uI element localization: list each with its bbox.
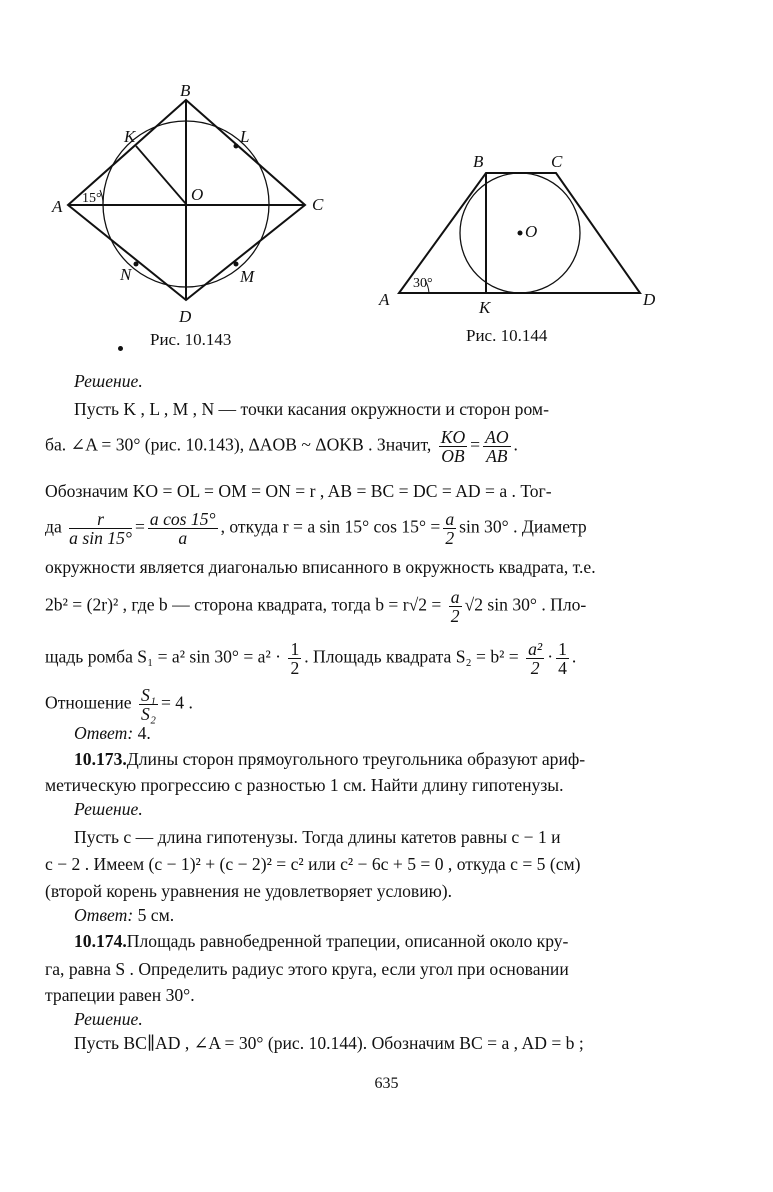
fraction-r-asin15: $\frac{r}{\text{a sin 15°}}$ — [69, 509, 132, 548]
label-D: D — [643, 290, 656, 309]
solution-3-line-1: Пусть BC∥AD , ∠A = 30° (рис. 10.144). Обозначим BC = a , AD = b ; — [74, 1033, 584, 1053]
fraction-ko-ob: $\frac{KO}{OB}$ — [440, 427, 466, 466]
label-angle-15: 15° — [82, 191, 102, 206]
rhombus-diagram — [40, 80, 340, 330]
text-line-8 — [45, 686, 737, 723]
label-K: K — [479, 298, 491, 317]
answer-1 — [74, 722, 766, 744]
label-M: M — [240, 267, 255, 286]
period: . — [513, 434, 518, 455]
problem-10-174-line-1 — [74, 930, 766, 952]
label-C: C — [312, 195, 324, 214]
problem-number: 10.174. — [74, 931, 127, 951]
fraction-a-2: $\frac{a}{2}$ — [450, 587, 460, 626]
multiply-dot: · — [547, 646, 554, 667]
problem-10-174-line-2: га, равна S . Определить радиус этого круга, если угол при основании — [45, 959, 569, 979]
fraction-a2-2: $\frac{\text{a²}}{2}$ — [528, 639, 543, 678]
caption-10-143: Рис. 10.143 — [150, 330, 232, 349]
label-L: L — [240, 127, 250, 146]
text-line-5: окружности является диагональю вписанного в окружность квадрата, т.е. — [45, 557, 596, 577]
problem-text: Площадь равнобедренной трапеции, описанной около кру- — [126, 931, 569, 951]
trapezoid-diagram — [375, 145, 675, 320]
label-angle-30: 30° — [413, 276, 433, 291]
label-A: A — [379, 290, 390, 309]
answer-label: Ответ: — [74, 723, 134, 743]
figure-10-143 — [40, 80, 340, 335]
problem-text: Длины сторон прямоугольного треугольника образуют ариф- — [126, 749, 586, 769]
label-C: C — [551, 152, 563, 171]
answer-label: Ответ: — [74, 905, 134, 925]
fraction-acos15-a: $\frac{\text{a cos 15°}}{a}$ — [149, 509, 216, 548]
fraction-a-2: $\frac{a}{2}$ — [445, 509, 455, 548]
solution-2-line-2: c − 2 . Имеем (c − 1)² + (c − 2)² = c² или c² − 6c + 5 = 0 , откуда c = 5 (см) — [45, 854, 581, 874]
period: . — [571, 646, 577, 667]
label-D: D — [179, 307, 192, 326]
solution-heading-1: Решение. — [74, 371, 143, 391]
fraction-1-2: $\frac{1}{2}$ — [290, 639, 300, 678]
figure-10-144 — [375, 145, 675, 325]
answer-value: 5 см. — [137, 905, 175, 925]
page-number: 635 — [374, 1075, 399, 1092]
caption-10-144: Рис. 10.144 — [466, 326, 548, 345]
text-line-3: Обозначим KO = OL = OM = ON = r , AB = BC = DC = AD = a . Тог- — [45, 481, 552, 501]
solution-2-line-1: Пусть c — длина гипотенузы. Тогда длины катетов равны c − 1 и — [74, 827, 561, 847]
equals-sign: = — [470, 434, 481, 455]
text-line-4 — [45, 510, 737, 547]
text-line-4-middle: , откуда r = a sin 15° cos 15° = — [220, 516, 441, 537]
text-line-2-start: ба. ∠A = 30° (рис. 10.143), ΔAOB ~ ΔOKB . Значит, — [45, 434, 432, 455]
fraction-s1-s2: $\frac{\text{S₁}}{\text{S₂}}$ — [141, 685, 156, 724]
text-line-6-start: 2b² = (2r)² , где b — сторона квадрата, тогда b = r√2 = — [45, 594, 442, 615]
fraction-ao-ab: $\frac{AO}{AB}$ — [485, 427, 509, 466]
text-line-1: Пусть K , L , M , N — точки касания окружности и сторон ром- — [74, 399, 549, 419]
problem-10-173-line-2: метическую прогрессию с разностью 1 см. Найти длину гипотенузы. — [45, 775, 564, 795]
text-line-7-middle: . Площадь квадрата S₂ = b² = — [304, 646, 519, 667]
stray-dot — [118, 346, 123, 351]
text-line-4-start: да — [45, 516, 62, 537]
label-A: A — [52, 197, 63, 216]
text-line-6 — [45, 588, 737, 625]
label-B: B — [473, 152, 484, 171]
answer-2 — [74, 904, 766, 926]
text-line-2 — [45, 428, 737, 465]
label-K: K — [124, 127, 136, 146]
label-O: O — [525, 222, 538, 241]
text-line-6-end: √2 sin 30° . Пло- — [464, 594, 587, 615]
label-O: O — [191, 185, 204, 204]
solution-heading-3: Решение. — [74, 1009, 143, 1029]
problem-10-173-line-1 — [74, 748, 766, 770]
solution-heading-2: Решение. — [74, 799, 143, 819]
solution-2-line-3: (второй корень уравнения не удовлетворяет условию). — [45, 881, 453, 901]
label-B: B — [180, 81, 191, 100]
text-line-8-start: Отношение — [45, 692, 132, 713]
fraction-1-4: $\frac{1}{4}$ — [558, 639, 567, 678]
equals-sign: = — [134, 516, 145, 537]
problem-number: 10.173. — [74, 749, 127, 769]
text-line-7-start: щадь ромба S₁ = a² sin 30° = a² · — [45, 646, 282, 667]
answer-value: 4. — [137, 723, 151, 743]
problem-10-174-line-3: трапеции равен 30°. — [45, 985, 195, 1005]
text-line-7 — [45, 640, 737, 677]
label-N: N — [120, 265, 132, 284]
text-line-4-end: sin 30° . Диаметр — [459, 516, 587, 537]
text-line-8-end: = 4 . — [160, 692, 193, 713]
